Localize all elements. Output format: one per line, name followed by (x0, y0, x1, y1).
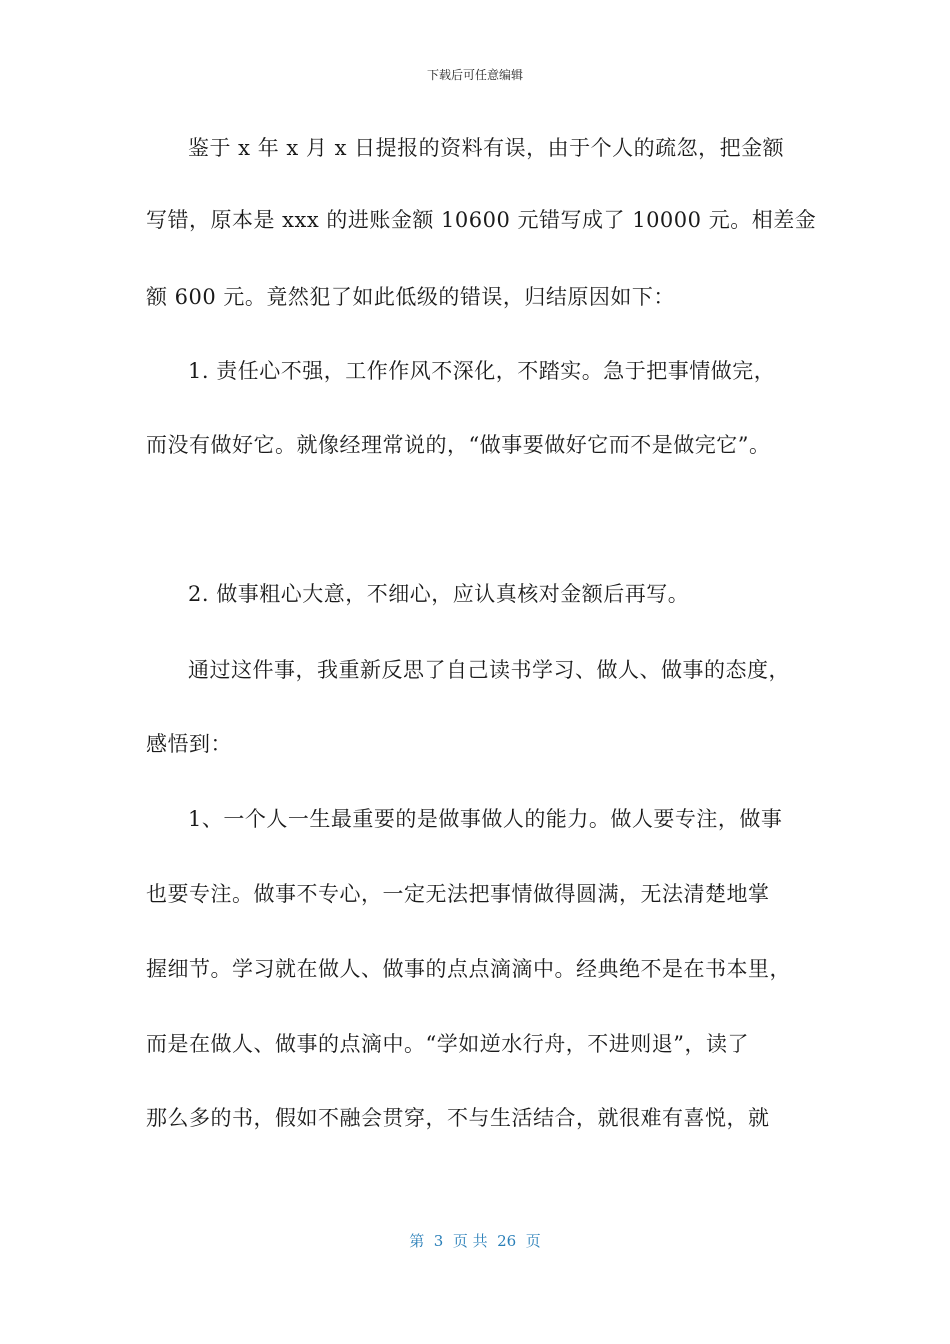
paragraph-line: 1. 责任心不强，工作作风不深化，不踏实。急于把事情做完， (188, 359, 776, 383)
paragraph-line: 感悟到： (146, 732, 232, 756)
page-number-footer: 第 3 页 共 26 页 (409, 1232, 541, 1250)
paragraph-line: 那么多的书，假如不融会贯穿，不与生活结合，就很难有喜悦，就 (146, 1106, 770, 1130)
page-header-note: 下载后可任意编辑 (426, 68, 523, 82)
paragraph-line: 额 600 元。竟然犯了如此低级的错误，归结原因如下： (146, 285, 675, 309)
paragraph-line: 也要专注。做事不专心，一定无法把事情做得圆满，无法清楚地掌 (146, 882, 770, 906)
paragraph-line: 写错，原本是 xxx 的进账金额 10600 元错写成了 10000 元。相差金 (146, 208, 817, 232)
paragraph-line: 而没有做好它。就像经理常说的，“做事要做好它而不是做完它”。 (146, 433, 771, 457)
paragraph-line: 鉴于 x 年 x 月 x 日提报的资料有误，由于个人的疏忽，把金额 (188, 136, 785, 160)
paragraph-line: 握细节。学习就在做人、做事的点点滴滴中。经典绝不是在书本里， (146, 957, 791, 981)
paragraph-line: 通过这件事，我重新反思了自己读书学习、做人、做事的态度， (188, 658, 790, 682)
paragraph-line: 2. 做事粗心大意，不细心，应认真核对金额后再写。 (188, 582, 690, 606)
paragraph-line: 1、一个人一生最重要的是做事做人的能力。做人要专注，做事 (188, 807, 783, 831)
paragraph-line: 而是在做人、做事的点滴中。“学如逆水行舟，不进则退”，读了 (146, 1032, 749, 1056)
